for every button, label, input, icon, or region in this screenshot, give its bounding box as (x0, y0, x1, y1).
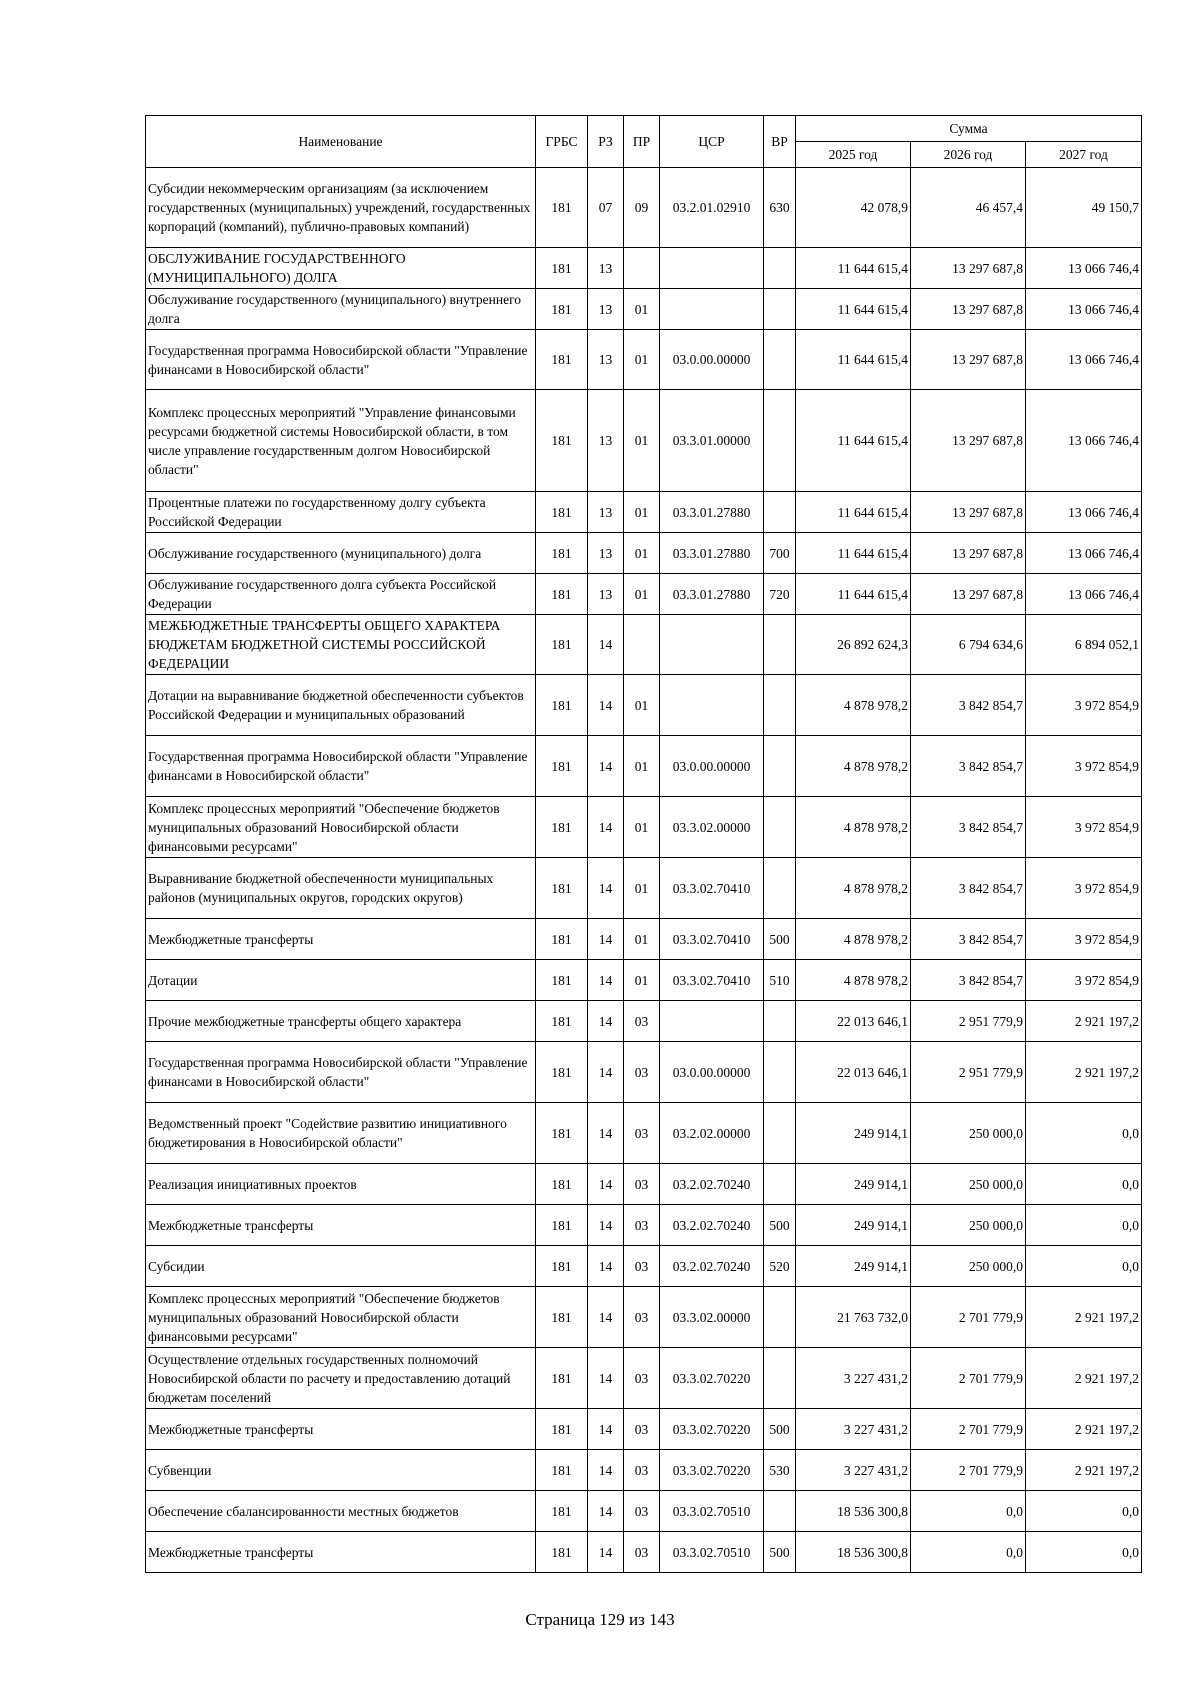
cell-grbs: 181 (536, 1348, 588, 1409)
table-row (146, 248, 1142, 289)
cell-amount-2026: 3 842 854,7 (911, 797, 1026, 858)
cell-amount-2027: 0,0 (1026, 1246, 1142, 1287)
table-row (146, 289, 1142, 330)
cell-rz: 14 (588, 675, 624, 736)
header-name: Наименование (146, 116, 536, 168)
cell-rz: 14 (588, 736, 624, 797)
cell-vr (764, 390, 796, 492)
cell-rz: 14 (588, 1164, 624, 1205)
cell-amount-2025: 18 536 300,8 (796, 1491, 911, 1532)
cell-pr: 01 (624, 675, 660, 736)
cell-amount-2026: 250 000,0 (911, 1246, 1026, 1287)
cell-amount-2026: 0,0 (911, 1491, 1026, 1532)
cell-amount-2026: 3 842 854,7 (911, 919, 1026, 960)
cell-amount-2027: 13 066 746,4 (1026, 248, 1142, 289)
cell-amount-2027: 13 066 746,4 (1026, 289, 1142, 330)
cell-amount-2027: 2 921 197,2 (1026, 1409, 1142, 1450)
cell-pr: 01 (624, 858, 660, 919)
cell-amount-2026: 2 951 779,9 (911, 1001, 1026, 1042)
cell-amount-2027: 13 066 746,4 (1026, 574, 1142, 615)
cell-amount-2026: 3 842 854,7 (911, 675, 1026, 736)
cell-grbs: 181 (536, 615, 588, 675)
table-row (146, 1042, 1142, 1103)
cell-amount-2025: 42 078,9 (796, 168, 911, 248)
cell-amount-2026: 250 000,0 (911, 1205, 1026, 1246)
cell-vr (764, 1042, 796, 1103)
cell-amount-2027: 13 066 746,4 (1026, 533, 1142, 574)
cell-amount-2025: 4 878 978,2 (796, 675, 911, 736)
header-csr: ЦСР (660, 116, 764, 168)
table-row (146, 1348, 1142, 1409)
cell-rz: 14 (588, 919, 624, 960)
table-row (146, 492, 1142, 533)
cell-amount-2025: 11 644 615,4 (796, 492, 911, 533)
cell-vr (764, 797, 796, 858)
cell-amount-2027: 3 972 854,9 (1026, 736, 1142, 797)
cell-rz: 14 (588, 1491, 624, 1532)
cell-name: Выравнивание бюджетной обеспеченности муниципальных районов (муниципальных округов, городских округов) (146, 858, 536, 919)
cell-grbs: 181 (536, 289, 588, 330)
cell-amount-2027: 3 972 854,9 (1026, 960, 1142, 1001)
cell-amount-2026: 3 842 854,7 (911, 736, 1026, 797)
header-grbs: ГРБС (536, 116, 588, 168)
cell-rz: 14 (588, 1450, 624, 1491)
page-number: Страница 129 из 143 (525, 1610, 675, 1629)
cell-grbs: 181 (536, 492, 588, 533)
cell-grbs: 181 (536, 1532, 588, 1573)
cell-pr: 03 (624, 1103, 660, 1164)
header-year-2025: 2025 год (796, 142, 911, 168)
cell-amount-2025: 11 644 615,4 (796, 533, 911, 574)
table-row (146, 1103, 1142, 1164)
cell-pr: 03 (624, 1348, 660, 1409)
cell-grbs: 181 (536, 858, 588, 919)
cell-amount-2026: 2 701 779,9 (911, 1409, 1026, 1450)
cell-amount-2026: 13 297 687,8 (911, 248, 1026, 289)
cell-amount-2026: 2 701 779,9 (911, 1287, 1026, 1348)
cell-amount-2026: 2 951 779,9 (911, 1042, 1026, 1103)
table-row (146, 1532, 1142, 1573)
cell-amount-2026: 3 842 854,7 (911, 858, 1026, 919)
cell-name: ОБСЛУЖИВАНИЕ ГОСУДАРСТВЕННОГО (МУНИЦИПАЛЬНОГО) ДОЛГА (146, 248, 536, 289)
table-row (146, 1164, 1142, 1205)
cell-vr (764, 615, 796, 675)
cell-amount-2025: 4 878 978,2 (796, 736, 911, 797)
cell-name: Субсидии некоммерческим организациям (за исключением государственных (муниципальных) учреждений, государственных корпораций (компаний), публично-правовых компаний) (146, 168, 536, 248)
cell-grbs: 181 (536, 1042, 588, 1103)
cell-name: Реализация инициативных проектов (146, 1164, 536, 1205)
cell-pr: 01 (624, 919, 660, 960)
table-row (146, 615, 1142, 675)
cell-pr (624, 248, 660, 289)
cell-vr: 500 (764, 1205, 796, 1246)
cell-grbs: 181 (536, 1103, 588, 1164)
cell-amount-2025: 21 763 732,0 (796, 1287, 911, 1348)
cell-csr: 03.2.02.70240 (660, 1164, 764, 1205)
cell-vr (764, 1164, 796, 1205)
cell-vr (764, 1348, 796, 1409)
cell-csr: 03.2.02.00000 (660, 1103, 764, 1164)
cell-grbs: 181 (536, 736, 588, 797)
cell-grbs: 181 (536, 168, 588, 248)
header-vr: ВР (764, 116, 796, 168)
cell-amount-2025: 11 644 615,4 (796, 390, 911, 492)
cell-amount-2025: 4 878 978,2 (796, 919, 911, 960)
cell-csr: 03.3.01.27880 (660, 533, 764, 574)
cell-csr: 03.3.02.70510 (660, 1491, 764, 1532)
cell-pr: 01 (624, 797, 660, 858)
cell-pr: 03 (624, 1164, 660, 1205)
cell-amount-2026: 13 297 687,8 (911, 289, 1026, 330)
cell-amount-2025: 249 914,1 (796, 1205, 911, 1246)
cell-vr: 500 (764, 1409, 796, 1450)
cell-amount-2027: 3 972 854,9 (1026, 858, 1142, 919)
cell-rz: 13 (588, 390, 624, 492)
cell-rz: 14 (588, 615, 624, 675)
cell-name: Дотации на выравнивание бюджетной обеспеченности субъектов Российской Федерации и муниципальных образований (146, 675, 536, 736)
cell-pr: 01 (624, 960, 660, 1001)
cell-grbs: 181 (536, 574, 588, 615)
cell-rz: 13 (588, 289, 624, 330)
cell-vr: 510 (764, 960, 796, 1001)
cell-amount-2027: 13 066 746,4 (1026, 492, 1142, 533)
cell-name: Обслуживание государственного (муниципального) долга (146, 533, 536, 574)
cell-amount-2026: 13 297 687,8 (911, 330, 1026, 390)
cell-amount-2026: 46 457,4 (911, 168, 1026, 248)
cell-pr: 01 (624, 492, 660, 533)
cell-pr: 01 (624, 533, 660, 574)
cell-name: Обеспечение сбалансированности местных бюджетов (146, 1491, 536, 1532)
cell-vr (764, 492, 796, 533)
cell-csr: 03.3.02.70510 (660, 1532, 764, 1573)
cell-csr: 03.3.02.70410 (660, 960, 764, 1001)
cell-grbs: 181 (536, 1246, 588, 1287)
cell-amount-2026: 0,0 (911, 1532, 1026, 1573)
cell-rz: 14 (588, 1246, 624, 1287)
cell-amount-2026: 6 794 634,6 (911, 615, 1026, 675)
cell-amount-2027: 6 894 052,1 (1026, 615, 1142, 675)
cell-amount-2025: 249 914,1 (796, 1103, 911, 1164)
table-row (146, 675, 1142, 736)
cell-name: Субсидии (146, 1246, 536, 1287)
cell-amount-2026: 250 000,0 (911, 1103, 1026, 1164)
cell-vr: 500 (764, 1532, 796, 1573)
cell-csr: 03.3.02.70220 (660, 1348, 764, 1409)
cell-rz: 13 (588, 492, 624, 533)
table-row (146, 797, 1142, 858)
cell-amount-2025: 22 013 646,1 (796, 1042, 911, 1103)
cell-vr (764, 858, 796, 919)
cell-csr (660, 248, 764, 289)
cell-name: Государственная программа Новосибирской области "Управление финансами в Новосибирской области" (146, 1042, 536, 1103)
cell-name: Субвенции (146, 1450, 536, 1491)
table-row (146, 330, 1142, 390)
cell-grbs: 181 (536, 1409, 588, 1450)
cell-rz: 14 (588, 1409, 624, 1450)
cell-grbs: 181 (536, 1205, 588, 1246)
cell-vr: 500 (764, 919, 796, 960)
cell-rz: 13 (588, 533, 624, 574)
cell-pr: 01 (624, 390, 660, 492)
cell-name: Комплекс процессных мероприятий "Управление финансовыми ресурсами бюджетной системы Новосибирской области, в том числе управление государственным долгом Новосибирской области" (146, 390, 536, 492)
cell-name: Ведомственный проект "Содействие развитию инициативного бюджетирования в Новосибирской области" (146, 1103, 536, 1164)
cell-csr (660, 289, 764, 330)
cell-name: Межбюджетные трансферты (146, 1409, 536, 1450)
cell-rz: 14 (588, 1001, 624, 1042)
header-rz: РЗ (588, 116, 624, 168)
cell-grbs: 181 (536, 797, 588, 858)
header-pr: ПР (624, 116, 660, 168)
cell-amount-2027: 0,0 (1026, 1164, 1142, 1205)
cell-rz: 13 (588, 248, 624, 289)
cell-rz: 14 (588, 797, 624, 858)
table-body (146, 168, 1142, 1573)
cell-name: Комплекс процессных мероприятий "Обеспечение бюджетов муниципальных образований Новосибирской области финансовыми ресурсами" (146, 1287, 536, 1348)
table-row (146, 168, 1142, 248)
cell-vr: 630 (764, 168, 796, 248)
header-year-2026: 2026 год (911, 142, 1026, 168)
header-year-2027: 2027 год (1026, 142, 1142, 168)
table-row (146, 1246, 1142, 1287)
table-row (146, 533, 1142, 574)
table-row (146, 1409, 1142, 1450)
budget-table (145, 115, 1142, 1573)
cell-name: Межбюджетные трансферты (146, 1205, 536, 1246)
cell-csr: 03.2.01.02910 (660, 168, 764, 248)
cell-amount-2025: 22 013 646,1 (796, 1001, 911, 1042)
cell-name: Обслуживание государственного (муниципального) внутреннего долга (146, 289, 536, 330)
cell-name: Прочие межбюджетные трансферты общего характера (146, 1001, 536, 1042)
cell-amount-2025: 249 914,1 (796, 1164, 911, 1205)
cell-vr (764, 248, 796, 289)
cell-amount-2027: 0,0 (1026, 1532, 1142, 1573)
cell-amount-2027: 0,0 (1026, 1491, 1142, 1532)
cell-csr: 03.3.02.00000 (660, 1287, 764, 1348)
cell-csr: 03.3.02.00000 (660, 797, 764, 858)
cell-amount-2026: 13 297 687,8 (911, 390, 1026, 492)
cell-amount-2026: 13 297 687,8 (911, 492, 1026, 533)
cell-amount-2027: 2 921 197,2 (1026, 1042, 1142, 1103)
cell-rz: 14 (588, 1287, 624, 1348)
cell-amount-2026: 13 297 687,8 (911, 533, 1026, 574)
cell-amount-2027: 13 066 746,4 (1026, 390, 1142, 492)
cell-pr: 03 (624, 1042, 660, 1103)
table-row (146, 919, 1142, 960)
cell-amount-2025: 3 227 431,2 (796, 1409, 911, 1450)
cell-name: МЕЖБЮДЖЕТНЫЕ ТРАНСФЕРТЫ ОБЩЕГО ХАРАКТЕРА БЮДЖЕТАМ БЮДЖЕТНОЙ СИСТЕМЫ РОССИЙСКОЙ ФЕДЕРАЦИИ (146, 615, 536, 675)
cell-pr: 01 (624, 736, 660, 797)
cell-csr: 03.2.02.70240 (660, 1205, 764, 1246)
table-row (146, 736, 1142, 797)
cell-csr: 03.3.02.70410 (660, 858, 764, 919)
cell-grbs: 181 (536, 1001, 588, 1042)
cell-amount-2025: 3 227 431,2 (796, 1450, 911, 1491)
cell-amount-2025: 4 878 978,2 (796, 797, 911, 858)
cell-pr: 01 (624, 330, 660, 390)
cell-amount-2027: 3 972 854,9 (1026, 919, 1142, 960)
cell-rz: 14 (588, 1205, 624, 1246)
cell-amount-2026: 2 701 779,9 (911, 1348, 1026, 1409)
cell-name: Межбюджетные трансферты (146, 1532, 536, 1573)
cell-amount-2027: 2 921 197,2 (1026, 1287, 1142, 1348)
header-sum: Сумма (796, 116, 1142, 142)
cell-pr: 09 (624, 168, 660, 248)
cell-csr: 03.3.02.70220 (660, 1450, 764, 1491)
cell-csr: 03.0.00.00000 (660, 330, 764, 390)
cell-vr (764, 1001, 796, 1042)
cell-grbs: 181 (536, 1491, 588, 1532)
cell-grbs: 181 (536, 533, 588, 574)
cell-grbs: 181 (536, 248, 588, 289)
cell-csr: 03.3.01.00000 (660, 390, 764, 492)
cell-name: Дотации (146, 960, 536, 1001)
cell-rz: 14 (588, 1103, 624, 1164)
cell-amount-2025: 26 892 624,3 (796, 615, 911, 675)
cell-grbs: 181 (536, 330, 588, 390)
cell-rz: 14 (588, 960, 624, 1001)
cell-amount-2026: 13 297 687,8 (911, 574, 1026, 615)
table-row (146, 1491, 1142, 1532)
cell-rz: 14 (588, 1042, 624, 1103)
cell-amount-2027: 49 150,7 (1026, 168, 1142, 248)
cell-csr: 03.0.00.00000 (660, 736, 764, 797)
cell-amount-2025: 4 878 978,2 (796, 858, 911, 919)
cell-rz: 07 (588, 168, 624, 248)
cell-pr: 03 (624, 1287, 660, 1348)
cell-rz: 14 (588, 858, 624, 919)
cell-amount-2025: 3 227 431,2 (796, 1348, 911, 1409)
cell-pr: 03 (624, 1001, 660, 1042)
cell-amount-2025: 11 644 615,4 (796, 574, 911, 615)
cell-amount-2026: 250 000,0 (911, 1164, 1026, 1205)
cell-name: Государственная программа Новосибирской области "Управление финансами в Новосибирской области" (146, 736, 536, 797)
cell-amount-2027: 3 972 854,9 (1026, 797, 1142, 858)
cell-rz: 14 (588, 1532, 624, 1573)
table-row (146, 1001, 1142, 1042)
cell-amount-2027: 2 921 197,2 (1026, 1450, 1142, 1491)
cell-rz: 14 (588, 1348, 624, 1409)
cell-pr: 03 (624, 1246, 660, 1287)
table-row (146, 960, 1142, 1001)
cell-pr: 01 (624, 289, 660, 330)
cell-vr (764, 1491, 796, 1532)
table-row (146, 1205, 1142, 1246)
table-row (146, 1287, 1142, 1348)
cell-csr: 03.3.01.27880 (660, 492, 764, 533)
cell-csr: 03.2.02.70240 (660, 1246, 764, 1287)
cell-vr (764, 330, 796, 390)
cell-pr: 01 (624, 574, 660, 615)
cell-vr (764, 675, 796, 736)
cell-grbs: 181 (536, 919, 588, 960)
table-row (146, 858, 1142, 919)
cell-name: Государственная программа Новосибирской области "Управление финансами в Новосибирской области" (146, 330, 536, 390)
cell-name: Обслуживание государственного долга субъекта Российской Федерации (146, 574, 536, 615)
cell-grbs: 181 (536, 675, 588, 736)
cell-amount-2027: 2 921 197,2 (1026, 1348, 1142, 1409)
cell-pr: 03 (624, 1491, 660, 1532)
cell-vr: 700 (764, 533, 796, 574)
cell-vr (764, 289, 796, 330)
cell-amount-2027: 2 921 197,2 (1026, 1001, 1142, 1042)
cell-grbs: 181 (536, 1450, 588, 1491)
cell-amount-2025: 4 878 978,2 (796, 960, 911, 1001)
cell-vr: 530 (764, 1450, 796, 1491)
cell-amount-2026: 2 701 779,9 (911, 1450, 1026, 1491)
cell-grbs: 181 (536, 1164, 588, 1205)
cell-amount-2025: 11 644 615,4 (796, 330, 911, 390)
table-header (146, 116, 1142, 168)
cell-name: Межбюджетные трансферты (146, 919, 536, 960)
cell-vr (764, 1287, 796, 1348)
cell-name: Процентные платежи по государственному долгу субъекта Российской Федерации (146, 492, 536, 533)
cell-csr (660, 1001, 764, 1042)
cell-amount-2027: 3 972 854,9 (1026, 675, 1142, 736)
cell-csr: 03.3.02.70220 (660, 1409, 764, 1450)
cell-csr: 03.3.02.70410 (660, 919, 764, 960)
cell-csr (660, 675, 764, 736)
cell-pr: 03 (624, 1409, 660, 1450)
cell-grbs: 181 (536, 1287, 588, 1348)
table-row (146, 574, 1142, 615)
cell-grbs: 181 (536, 960, 588, 1001)
cell-rz: 13 (588, 330, 624, 390)
cell-amount-2027: 13 066 746,4 (1026, 330, 1142, 390)
cell-vr: 520 (764, 1246, 796, 1287)
cell-name: Комплекс процессных мероприятий "Обеспечение бюджетов муниципальных образований Новосибирской области финансовыми ресурсами" (146, 797, 536, 858)
cell-pr: 03 (624, 1205, 660, 1246)
cell-pr (624, 615, 660, 675)
cell-amount-2026: 3 842 854,7 (911, 960, 1026, 1001)
cell-vr (764, 736, 796, 797)
cell-vr (764, 1103, 796, 1164)
table-row (146, 1450, 1142, 1491)
cell-rz: 13 (588, 574, 624, 615)
cell-amount-2027: 0,0 (1026, 1205, 1142, 1246)
cell-amount-2025: 11 644 615,4 (796, 248, 911, 289)
cell-pr: 03 (624, 1450, 660, 1491)
cell-vr: 720 (764, 574, 796, 615)
cell-grbs: 181 (536, 390, 588, 492)
cell-amount-2027: 0,0 (1026, 1103, 1142, 1164)
table-row (146, 390, 1142, 492)
cell-csr: 03.3.01.27880 (660, 574, 764, 615)
cell-csr (660, 615, 764, 675)
cell-amount-2025: 249 914,1 (796, 1246, 911, 1287)
cell-name: Осуществление отдельных государственных полномочий Новосибирской области по расчету и предоставлению дотаций бюджетам поселений (146, 1348, 536, 1409)
cell-csr: 03.0.00.00000 (660, 1042, 764, 1103)
cell-amount-2025: 18 536 300,8 (796, 1532, 911, 1573)
cell-amount-2025: 11 644 615,4 (796, 289, 911, 330)
cell-pr: 03 (624, 1532, 660, 1573)
